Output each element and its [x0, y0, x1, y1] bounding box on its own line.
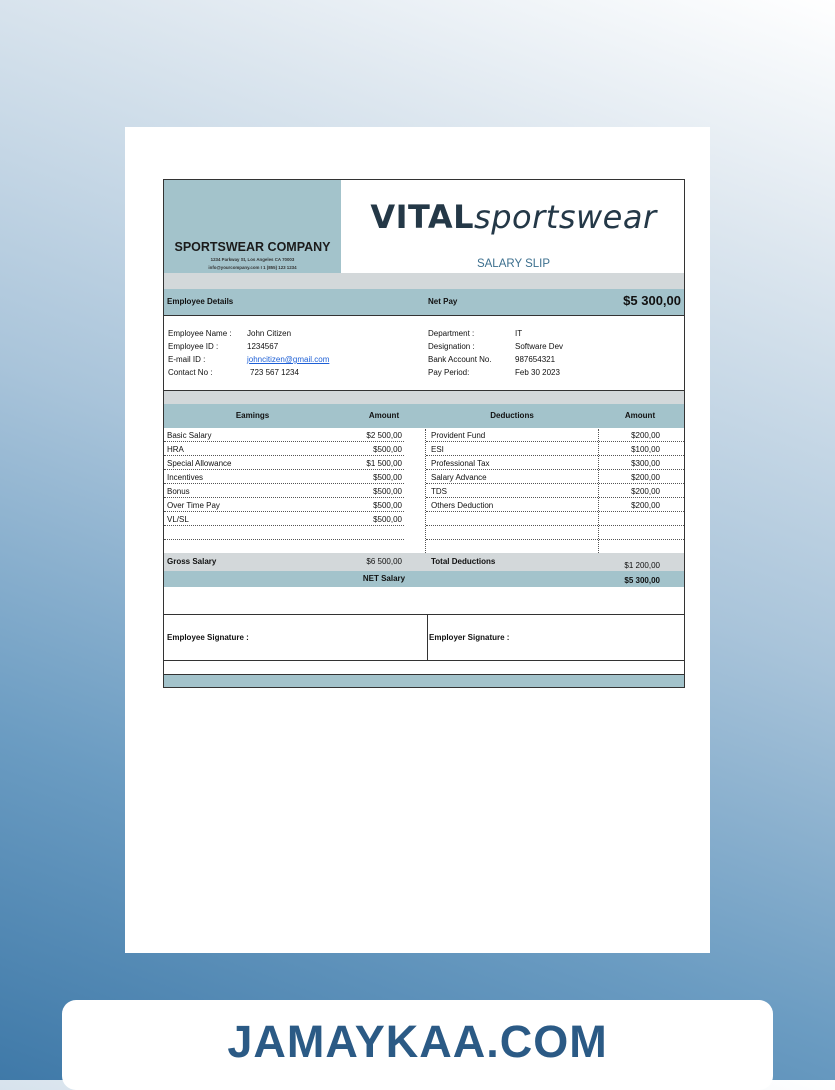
- earning-amount: $1 500,00: [366, 459, 402, 468]
- row-line: [426, 441, 684, 442]
- row-line: [164, 539, 404, 540]
- employee-id-label: Employee ID :: [168, 342, 219, 351]
- net-pay-value: $5 300,00: [623, 293, 681, 308]
- divider: [164, 614, 684, 615]
- site-name: JAMAYKAA.COM: [227, 1016, 608, 1067]
- total-deductions-value: $1 200,00: [624, 561, 660, 570]
- row-line: [426, 497, 684, 498]
- deduction-name: Others Deduction: [431, 501, 494, 510]
- row-line: [164, 511, 404, 512]
- earnings-header: Eamings: [235, 411, 270, 420]
- earning-name: Incentives: [167, 473, 204, 482]
- gross-salary-label: Gross Salary: [167, 557, 217, 566]
- pay-period-label: Pay Period:: [428, 368, 470, 377]
- earnings-amount-header: Amount: [368, 411, 400, 420]
- footer-band: [164, 675, 684, 687]
- designation-value: Software Dev: [515, 342, 564, 351]
- deduction-amount: $300,00: [631, 459, 660, 468]
- deduction-name: ESI: [431, 445, 444, 454]
- brand-logo: [341, 198, 686, 236]
- earning-amount: $500,00: [373, 445, 402, 454]
- earning-name: HRA: [167, 445, 184, 454]
- bank-account-label: Bank Account No.: [428, 355, 492, 364]
- deduction-name: Professional Tax: [431, 459, 490, 468]
- deduction-name: Salary Advance: [431, 473, 487, 482]
- contact-value: 723 567 1234: [250, 368, 299, 377]
- column-divider: [598, 429, 600, 553]
- company-name: SPORTSWEAR COMPANY: [174, 240, 331, 254]
- document-page: [125, 127, 710, 953]
- row-line: [426, 469, 684, 470]
- employee-details-title: Employee Details: [167, 297, 234, 306]
- designation-label: Designation :: [428, 342, 475, 351]
- employee-name-value: John Citizen: [247, 329, 292, 338]
- brand-logo-bold: VITAL: [370, 198, 475, 236]
- spacer-band: [164, 391, 684, 404]
- gross-salary-value: $6 500,00: [366, 557, 402, 566]
- header-spacer-band: [164, 273, 684, 289]
- row-line: [426, 539, 684, 540]
- deduction-amount: $200,00: [631, 501, 660, 510]
- earning-name: Basic Salary: [167, 431, 212, 440]
- deductions-header: Deductions: [490, 411, 534, 420]
- earning-name: Bonus: [167, 487, 190, 496]
- net-salary-value: $5 300,00: [624, 576, 660, 585]
- employee-id-value: 1234567: [247, 342, 279, 351]
- earning-name: VL/SL: [167, 515, 189, 524]
- company-contact: info@yourcompany.com I 1 (855) 123 1234: [208, 265, 297, 270]
- net-salary-label: NET Salary: [362, 574, 406, 583]
- row-line: [164, 525, 404, 526]
- deduction-amount: $100,00: [631, 445, 660, 454]
- salary-slip: [163, 179, 685, 688]
- net-pay-label: Net Pay: [428, 297, 458, 306]
- row-line: [164, 441, 404, 442]
- earning-amount: $500,00: [373, 487, 402, 496]
- brand-logo-light: sportswear: [474, 198, 657, 236]
- company-address: 1234 Parkway St, Los Angeles CA 70003: [210, 257, 295, 262]
- deductions-amount-header: Amount: [624, 411, 656, 420]
- deduction-amount: $200,00: [631, 431, 660, 440]
- row-line: [426, 455, 684, 456]
- deduction-amount: $200,00: [631, 473, 660, 482]
- deduction-name: Provident Fund: [431, 431, 486, 440]
- divider: [164, 660, 684, 661]
- row-line: [426, 483, 684, 484]
- employer-signature-label: Employer Signature :: [429, 633, 510, 642]
- department-value: IT: [515, 329, 523, 338]
- divider: [164, 315, 684, 316]
- department-label: Department :: [428, 329, 475, 338]
- site-banner: [62, 1000, 773, 1090]
- employee-details-band: [164, 289, 684, 315]
- earning-amount: $500,00: [373, 515, 402, 524]
- row-line: [426, 511, 684, 512]
- earning-name: Over Time Pay: [167, 501, 220, 510]
- row-line: [164, 455, 404, 456]
- signature-divider: [427, 614, 428, 660]
- earnings-deductions-table: [164, 429, 684, 553]
- row-line: [164, 497, 404, 498]
- row-line: [164, 469, 404, 470]
- deduction-amount: $200,00: [631, 487, 660, 496]
- earning-amount: $500,00: [373, 501, 402, 510]
- pay-period-value: Feb 30 2023: [515, 368, 560, 377]
- employee-signature-label: Employee Signature :: [167, 633, 249, 642]
- employee-name-label: Employee Name :: [168, 329, 232, 338]
- email-link[interactable]: johncitizen@gmail.com: [247, 355, 330, 364]
- earning-amount: $2 500,00: [366, 431, 402, 440]
- row-line: [426, 525, 684, 526]
- bank-account-value: 987654321: [515, 355, 556, 364]
- contact-label: Contact No :: [168, 368, 213, 377]
- deduction-name: TDS: [431, 487, 447, 496]
- total-deductions-label: Total Deductions: [431, 557, 496, 566]
- column-divider: [425, 429, 427, 553]
- earning-name: Special Allowance: [167, 459, 232, 468]
- row-line: [164, 483, 404, 484]
- email-label: E-mail ID :: [168, 355, 206, 364]
- earning-amount: $500,00: [373, 473, 402, 482]
- slip-title: SALARY SLIP: [476, 258, 551, 270]
